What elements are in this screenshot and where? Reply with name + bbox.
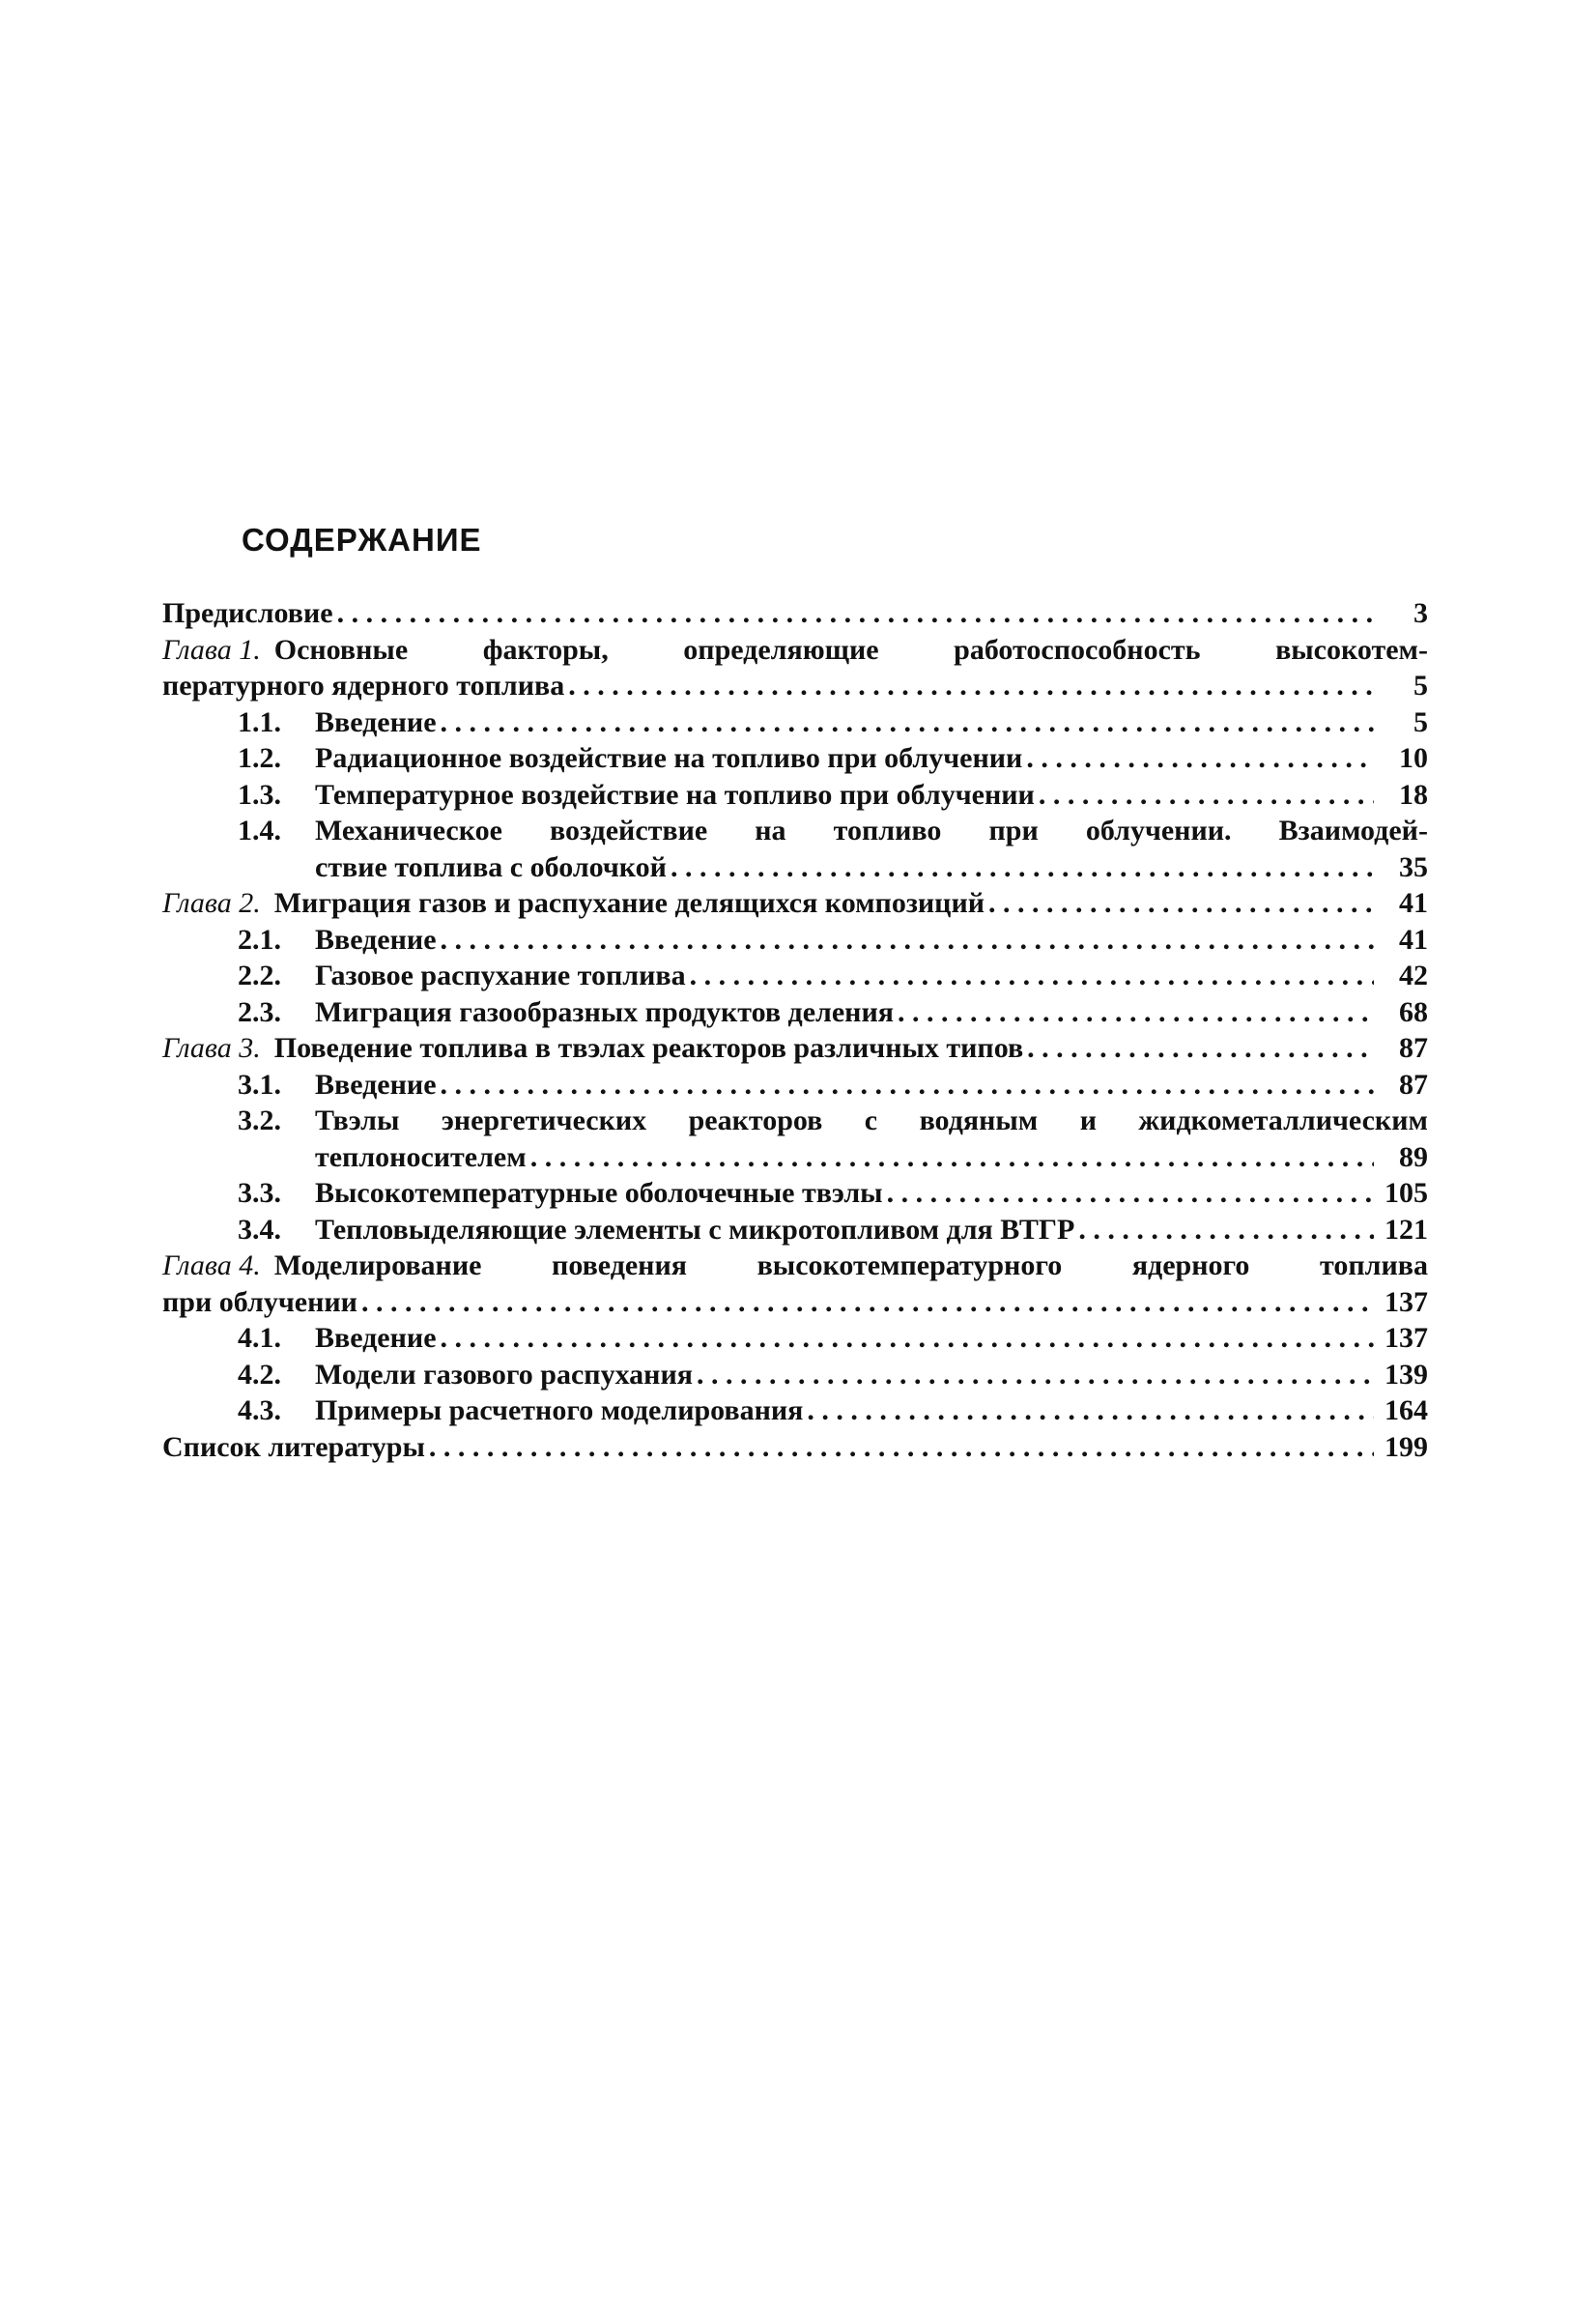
section-number: 1.4. bbox=[238, 815, 281, 846]
page-number: 139 bbox=[1384, 1358, 1428, 1391]
page-number: 41 bbox=[1399, 887, 1428, 919]
leader-dots bbox=[1026, 740, 1374, 777]
leader-dots bbox=[1078, 1212, 1374, 1248]
entry-title: Поведение топлива в твэлах реакторов различных типов bbox=[273, 1032, 1024, 1064]
entry-title: Введение bbox=[315, 1068, 437, 1101]
toc-entry-3-2-cont[interactable] bbox=[162, 1139, 1428, 1176]
toc-entry-4-2[interactable] bbox=[162, 1357, 1428, 1393]
toc-entry-1-4-cont[interactable] bbox=[162, 849, 1428, 886]
page-number: 137 bbox=[1384, 1322, 1428, 1354]
page-number: 10 bbox=[1399, 742, 1428, 774]
section-number: 3.1. bbox=[238, 1068, 281, 1101]
toc-entry-4-3[interactable] bbox=[162, 1392, 1428, 1429]
entry-title-word: Моделирование bbox=[273, 1249, 482, 1281]
leader-dots bbox=[988, 885, 1374, 922]
entry-title: Тепловыделяющие элементы с микротопливом для ВТГР bbox=[315, 1213, 1075, 1246]
entry-title-word: топливо bbox=[833, 815, 942, 846]
entry-title: Радиационное воздействие на топливо при облучении bbox=[315, 742, 1023, 774]
page-number: 68 bbox=[1399, 995, 1428, 1028]
leader-dots bbox=[441, 704, 1374, 741]
entry-title-word: и bbox=[1079, 1105, 1097, 1136]
entry-title-word: Основные bbox=[273, 633, 409, 666]
page-number: 137 bbox=[1384, 1285, 1428, 1318]
leader-dots bbox=[361, 1284, 1374, 1321]
entry-title: Модели газового распухания bbox=[315, 1358, 693, 1391]
entry-title-cont: ствие топлива с оболочкой bbox=[315, 850, 667, 883]
toc-entry-3-2[interactable] bbox=[162, 1103, 1428, 1139]
page-number: 41 bbox=[1399, 923, 1428, 956]
entry-title-word: работоспособность bbox=[954, 633, 1201, 666]
entry-title: Предисловие bbox=[162, 597, 333, 629]
toc-entry-3-1[interactable] bbox=[162, 1067, 1428, 1104]
entry-title-cont: при облучении bbox=[162, 1285, 357, 1318]
leader-dots bbox=[807, 1392, 1374, 1429]
section-number: 2.1. bbox=[238, 923, 281, 956]
page-number: 121 bbox=[1384, 1213, 1428, 1246]
leader-dots bbox=[1039, 777, 1374, 814]
chapter-label: Глава 1. bbox=[162, 633, 261, 666]
entry-title-word: Взаимодей- bbox=[1278, 815, 1428, 846]
leader-dots bbox=[337, 595, 1374, 632]
entry-title-word: энергетических bbox=[441, 1105, 647, 1136]
entry-title-justified bbox=[315, 1103, 1428, 1139]
section-number: 4.2. bbox=[238, 1358, 281, 1391]
section-number: 4.1. bbox=[238, 1322, 281, 1354]
section-number: 1.1. bbox=[238, 705, 281, 738]
section-number: 3.2. bbox=[238, 1105, 281, 1136]
toc-entry-1-3[interactable] bbox=[162, 777, 1428, 814]
page-number: 18 bbox=[1399, 778, 1428, 811]
toc-entry-chapter-1-cont[interactable] bbox=[162, 668, 1428, 704]
entry-title: Введение bbox=[315, 1322, 437, 1354]
entry-title-word: воздействие bbox=[550, 815, 708, 846]
entry-title: Газовое распухание топлива bbox=[315, 960, 686, 991]
toc-entry-1-4[interactable] bbox=[162, 813, 1428, 849]
leader-dots bbox=[898, 994, 1374, 1031]
toc-entry-3-3[interactable] bbox=[162, 1175, 1428, 1212]
entry-title-word: с bbox=[864, 1105, 878, 1136]
entry-title-word: реакторов bbox=[688, 1105, 823, 1136]
page-number: 105 bbox=[1384, 1177, 1428, 1209]
chapter-label: Глава 3. bbox=[162, 1032, 261, 1064]
entry-title: Миграция газов и распухание делящихся композиций bbox=[273, 887, 985, 919]
leader-dots bbox=[690, 958, 1374, 994]
page-number: 3 bbox=[1413, 597, 1428, 629]
page-number: 5 bbox=[1413, 670, 1428, 702]
entry-title-justified bbox=[315, 813, 1428, 849]
toc-entry-2-1[interactable] bbox=[162, 922, 1428, 959]
entry-title-word: определяющие bbox=[683, 633, 879, 666]
toc-entry-2-3[interactable] bbox=[162, 994, 1428, 1031]
section-number: 4.3. bbox=[238, 1394, 281, 1426]
entry-title: Введение bbox=[315, 705, 437, 738]
section-number: 1.3. bbox=[238, 778, 281, 811]
entry-title-word: облучении. bbox=[1085, 815, 1232, 846]
toc-entry-2-2[interactable] bbox=[162, 958, 1428, 994]
page-number: 89 bbox=[1399, 1140, 1428, 1173]
section-number: 2.2. bbox=[238, 960, 281, 991]
entry-title: Введение bbox=[315, 923, 437, 956]
leader-dots bbox=[530, 1139, 1374, 1176]
entry-title-word: на bbox=[755, 815, 786, 846]
toc-entry-1-1[interactable] bbox=[162, 704, 1428, 741]
leader-dots bbox=[697, 1357, 1374, 1393]
page-number: 5 bbox=[1413, 705, 1428, 738]
entry-title-justified bbox=[274, 1248, 1428, 1284]
toc-entry-3-4[interactable] bbox=[162, 1212, 1428, 1248]
page-number: 87 bbox=[1399, 1068, 1428, 1101]
toc-entry-preface[interactable] bbox=[162, 595, 1428, 632]
entry-title-word: высокотемпературного bbox=[756, 1249, 1063, 1281]
page-number: 87 bbox=[1399, 1032, 1428, 1064]
leader-dots bbox=[671, 849, 1374, 886]
entry-title-word: Механическое bbox=[315, 815, 502, 846]
entry-title-word: при bbox=[988, 815, 1039, 846]
toc-entry-references[interactable] bbox=[162, 1429, 1428, 1466]
leader-dots bbox=[1027, 1030, 1374, 1067]
entry-title-cont: теплоносителем bbox=[315, 1140, 527, 1173]
entry-title-word: водяным bbox=[919, 1105, 1039, 1136]
leader-dots bbox=[441, 922, 1374, 959]
leader-dots bbox=[568, 668, 1374, 704]
entry-title-word: жидкометаллическим bbox=[1138, 1105, 1428, 1136]
section-number: 3.4. bbox=[238, 1213, 281, 1246]
entry-title: Миграция газообразных продуктов деления bbox=[315, 995, 894, 1028]
chapter-label: Глава 2. bbox=[162, 887, 261, 919]
entry-title: Список литературы bbox=[162, 1430, 425, 1463]
toc-title: СОДЕРЖАНИЕ bbox=[242, 522, 482, 558]
toc-entry-chapter-1[interactable] bbox=[162, 632, 1428, 669]
toc-entry-chapter-3[interactable] bbox=[162, 1030, 1428, 1067]
entry-title-word: ядерного bbox=[1131, 1249, 1250, 1281]
toc-entry-chapter-4-cont[interactable] bbox=[162, 1284, 1428, 1321]
leader-dots bbox=[441, 1067, 1374, 1104]
entry-title: Примеры расчетного моделирования bbox=[315, 1394, 804, 1426]
entry-title-word: топлива bbox=[1320, 1249, 1428, 1281]
chapter-label: Глава 4. bbox=[162, 1249, 261, 1281]
entry-title: Высокотемпературные оболочечные твэлы bbox=[315, 1177, 883, 1209]
page-number: 199 bbox=[1384, 1430, 1428, 1463]
leader-dots bbox=[887, 1175, 1374, 1212]
entry-title-cont: пературного ядерного топлива bbox=[162, 670, 565, 702]
leader-dots bbox=[429, 1429, 1374, 1466]
toc-entry-1-2[interactable] bbox=[162, 740, 1428, 777]
section-number: 2.3. bbox=[238, 995, 281, 1028]
entry-title-justified bbox=[274, 632, 1428, 669]
section-number: 1.2. bbox=[238, 742, 281, 774]
page-number: 42 bbox=[1399, 960, 1428, 991]
section-number: 3.3. bbox=[238, 1177, 281, 1209]
toc-entry-4-1[interactable] bbox=[162, 1320, 1428, 1357]
entry-title-word: поведения bbox=[552, 1249, 687, 1281]
entry-title: Температурное воздействие на топливо при облучении bbox=[315, 778, 1035, 811]
table-of-contents bbox=[162, 595, 1428, 1465]
leader-dots bbox=[441, 1320, 1374, 1357]
toc-entry-chapter-2[interactable] bbox=[162, 885, 1428, 922]
toc-entry-chapter-4[interactable] bbox=[162, 1248, 1428, 1284]
page-number: 35 bbox=[1399, 850, 1428, 883]
page-number: 164 bbox=[1384, 1394, 1428, 1426]
entry-title-word: факторы, bbox=[482, 633, 609, 666]
entry-title-word: высокотем- bbox=[1275, 633, 1428, 666]
entry-title-word: Твэлы bbox=[315, 1105, 400, 1136]
